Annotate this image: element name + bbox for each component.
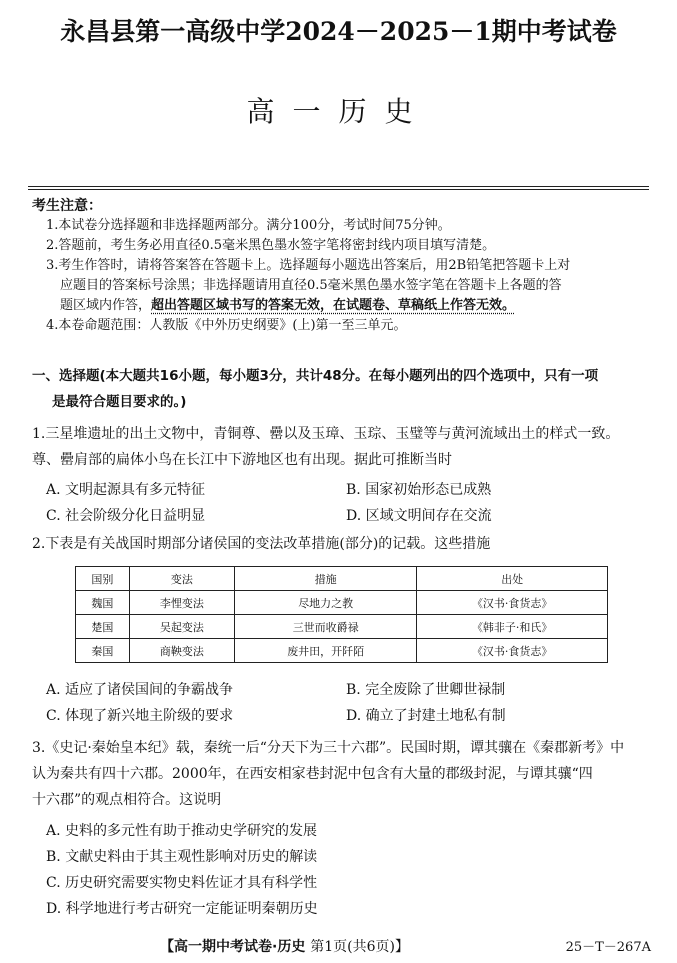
question-1-options (46, 477, 646, 529)
table-header: 国别 (76, 567, 130, 591)
table-cell: 李悝变法 (129, 591, 234, 615)
header-rule-double (28, 189, 649, 190)
footer-label: 【高一期中考试卷·历史 (160, 939, 306, 955)
section-heading-line2: 是最符合题目要求的。) (52, 394, 187, 410)
option-row (46, 503, 646, 529)
table-cell: 魏国 (76, 591, 130, 615)
question-3-line3: 十六郡”的观点相符合。这说明 (32, 792, 222, 808)
exam-title: 永昌县第一高级中学2024－2025－1期中考试卷 (60, 17, 617, 46)
table-cell: 《汉书·食货志》 (417, 639, 608, 663)
header-rule (28, 186, 649, 187)
option-b: B. 完全废除了世卿世禄制 (346, 682, 506, 698)
table-cell: 商鞅变法 (129, 639, 234, 663)
option-d: D. 区域文明间存在交流 (346, 508, 492, 524)
question-3 (32, 735, 660, 813)
notice-item-3 (32, 256, 652, 316)
option-a: A. 文明起源具有多元特征 (46, 482, 206, 498)
option-a: A. 史料的多元性有助于推动史学研究的发展 (46, 823, 318, 839)
option-c: C. 体现了新兴地主阶级的要求 (46, 708, 234, 724)
question-2-stem: 2.下表是有关战国时期部分诸侯国的变法改革措施(部分)的记载。这些措施 (32, 536, 491, 552)
table-header-row (76, 567, 608, 591)
question-3-line2: 认为秦共有四十六郡。2000年，在西安相家巷封泥中包含有大量的郡级封泥，与谭其骧“四 (32, 766, 593, 782)
table-cell: 废井田，开阡陌 (235, 639, 417, 663)
table-cell: 吴起变法 (129, 615, 234, 639)
notice-item-1: 1.本试卷分选择题和非选择题两部分。满分100分，考试时间75分钟。 (46, 218, 451, 233)
table-header: 措施 (235, 567, 417, 591)
candidate-notice (32, 196, 652, 336)
reform-table (75, 566, 608, 663)
footer-page: 第1页(共6页)】 (310, 939, 409, 955)
table-cell: 三世而收爵禄 (235, 615, 417, 639)
notice-emphasis: 超出答题区域书写的答案无效，在试题卷、草稿纸上作答无效。 (151, 298, 516, 313)
section-heading-line1: 一、选择题(本大题共16小题，每小题3分，共计48分。在每小题列出的四个选项中，只有一项 (32, 368, 599, 384)
notice-item-3-line2: 应题目的答案标号涂黑；非选择题请用直径0.5毫米黑色墨水签字笔在答题卡上各题的答 (60, 278, 562, 293)
table-row (76, 591, 608, 615)
question-3-options (46, 818, 646, 922)
option-d: D. 科学地进行考古研究一定能证明秦朝历史 (46, 901, 318, 917)
notice-item-4: 4.本卷命题范围：人教版《中外历史纲要》(上)第一至三单元。 (46, 318, 407, 333)
page-footer (160, 936, 409, 956)
table-cell: 《韩非子·和氏》 (417, 615, 608, 639)
paper-code: 25－T－267A (565, 940, 651, 955)
table-cell: 《汉书·食货志》 (417, 591, 608, 615)
option-c: C. 历史研究需要实物史料佐证才具有科学性 (46, 875, 318, 891)
notice-item-3-line1: 3.考生作答时，请将答案答在答题卡上。选择题每小题选出答案后，用2B铅笔把答题卡上对 (46, 258, 571, 273)
option-row (46, 677, 646, 703)
option-b: B. 文献史料由于其主观性影响对历史的解读 (46, 849, 318, 865)
table-cell: 秦国 (76, 639, 130, 663)
notice-item-2: 2.答题前，考生务必用直径0.5毫米黑色墨水签字笔将密封线内项目填写清楚。 (46, 238, 496, 253)
table-header: 出处 (417, 567, 608, 591)
option-row (46, 703, 646, 729)
table-row (76, 615, 608, 639)
question-2-options (46, 677, 646, 729)
option-d: D. 确立了封建土地私有制 (346, 708, 506, 724)
table-row (76, 639, 608, 663)
subject-title: 高一历史 (246, 95, 431, 128)
table-header: 变法 (129, 567, 234, 591)
question-1-line1: 1.三星堆遗址的出土文物中，青铜尊、罍以及玉璋、玉琮、玉璧等与黄河流域出土的样式一致。 (32, 426, 620, 442)
table-cell: 楚国 (76, 615, 130, 639)
option-row (46, 477, 646, 503)
notice-item-3-line3 (46, 296, 652, 316)
section-heading (32, 363, 657, 415)
question-1-line2: 尊、罍肩部的扁体小鸟在长江中下游地区也有出现。据此可推断当时 (32, 452, 452, 468)
question-3-line1: 3.《史记·秦始皇本纪》载，秦统一后“分天下为三十六郡”。民国时期，谭其骧在《秦郡新考》中 (32, 740, 625, 756)
option-a: A. 适应了诸侯国间的争霸战争 (46, 682, 234, 698)
notice-item-3-line3-text: 题区域内作答， (60, 298, 152, 313)
notice-heading: 考生注意： (32, 198, 102, 214)
option-c: C. 社会阶级分化日益明显 (46, 508, 206, 524)
option-b: B. 国家初始形态已成熟 (346, 482, 492, 498)
question-1 (32, 421, 660, 473)
table-cell: 尽地力之教 (235, 591, 417, 615)
question-2 (32, 531, 660, 557)
